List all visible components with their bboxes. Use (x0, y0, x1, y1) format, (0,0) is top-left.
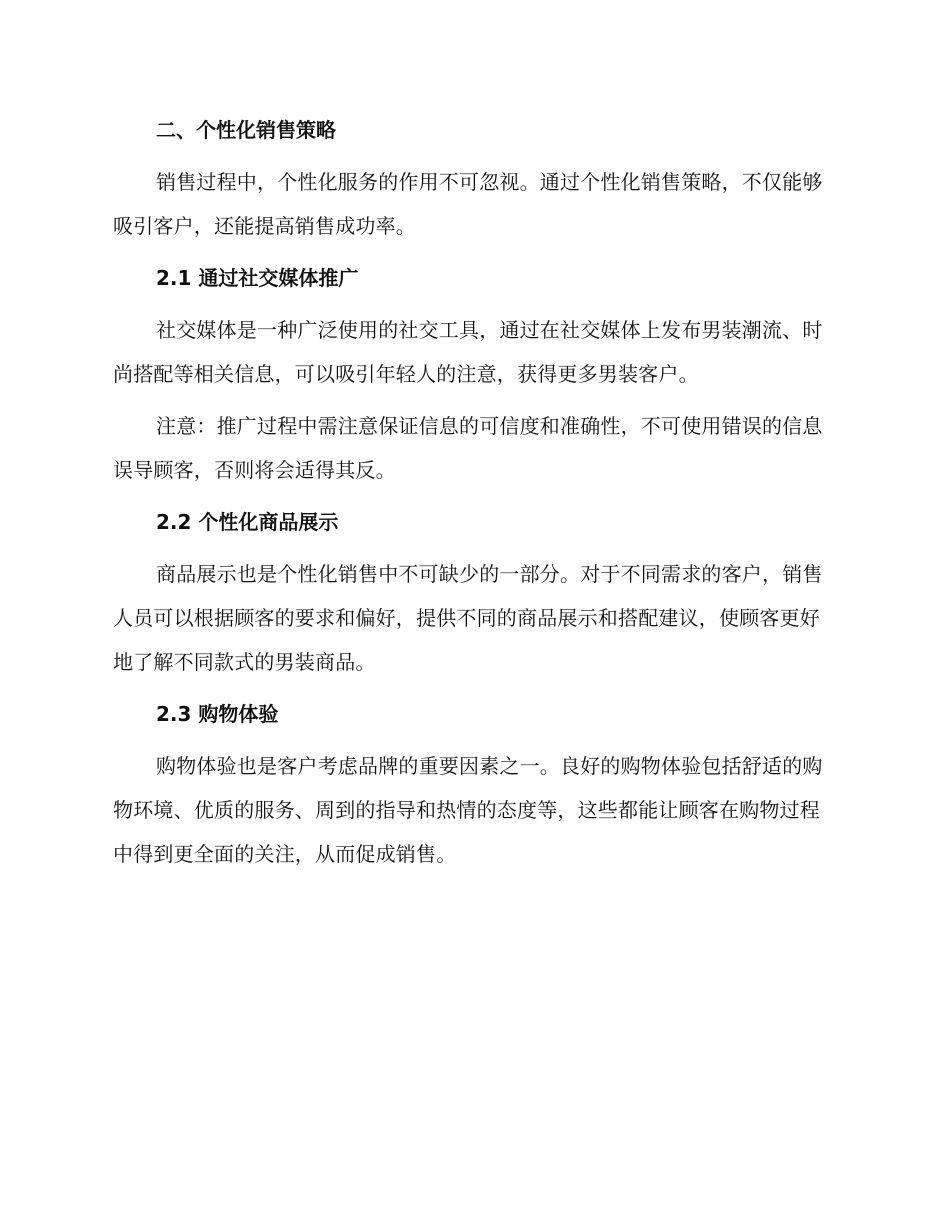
section-title: 二、个性化销售策略 (156, 118, 336, 142)
subsection-2-3-paragraph: 购物体验也是客户考虑品牌的重要因素之一。良好的购物体验包括舒适的购物环境、优质的服务、周到的指导和热情的态度等，这些都能让顾客在购物过程中得到更全面的关注，从而促成销售。 (113, 754, 823, 866)
subsection-2-1-note-paragraph: 注意：推广过程中需注意保证信息的可信度和准确性，不可使用错误的信息误导顾客，否则将会适得其反。 (113, 414, 823, 482)
subsection-2-1-paragraph: 社交媒体是一种广泛使用的社交工具，通过在社交媒体上发布男装潮流、时尚搭配等相关信息，可以吸引年轻人的注意，获得更多男装客户。 (113, 318, 823, 386)
subsection-title-2-3: 2.3 购物体验 (156, 702, 279, 726)
section-intro-paragraph: 销售过程中，个性化服务的作用不可忽视。通过个性化销售策略，不仅能够吸引客户，还能提高销售成功率。 (113, 170, 823, 238)
subsection-title-2-1: 2.1 通过社交媒体推广 (156, 266, 359, 290)
subsection-title-2-2: 2.2 个性化商品展示 (156, 510, 339, 534)
document-page (113, 108, 833, 876)
subsection-2-2-paragraph: 商品展示也是个性化销售中不可缺少的一部分。对于不同需求的客户，销售人员可以根据顾客的要求和偏好，提供不同的商品展示和搭配建议，使顾客更好地了解不同款式的男装商品。 (113, 562, 823, 674)
